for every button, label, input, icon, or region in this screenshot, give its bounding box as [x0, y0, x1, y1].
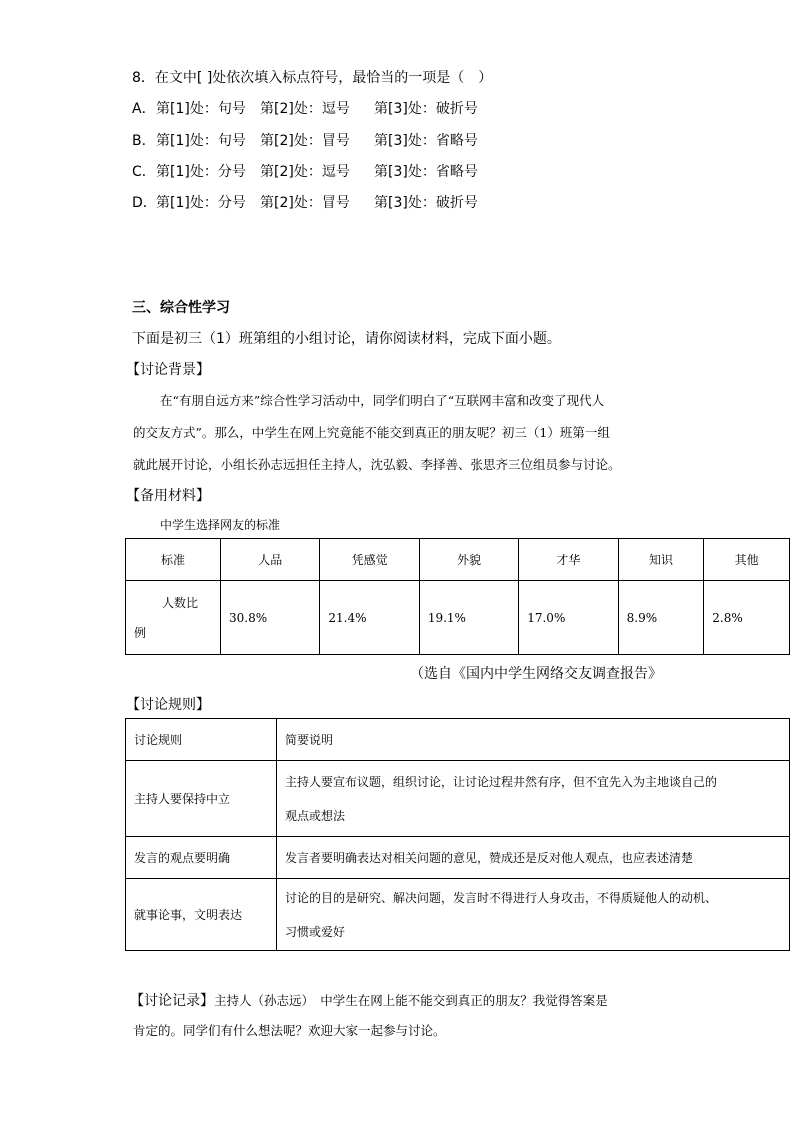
table-header-cell: 才华: [519, 539, 618, 581]
rule-description-line-1: 主持人要宣布议题，组织讨论，让讨论过程井然有序，但不宜先入为主地谈自己的: [285, 774, 718, 789]
row-label-line-2: 例: [134, 625, 147, 640]
option-part-3: 第[3]处：破折号: [374, 195, 478, 211]
rule-description: [277, 879, 790, 951]
option-letter: A．: [132, 101, 156, 117]
option-part-1: 第[1]处：分号: [156, 195, 246, 211]
table-cell: 17.0%: [519, 581, 618, 655]
rule-name: 发言的观点要明确: [126, 837, 277, 879]
record-line-2: 肯定的。同学们有什么想法呢？欢迎大家一起参与讨论。: [133, 1023, 446, 1038]
rule-description-line-2: 习惯或爱好: [285, 924, 346, 939]
row-label-line-1: 人数比: [162, 595, 199, 610]
table-cell: 2.8%: [704, 581, 790, 655]
table-header-cell: 外貌: [419, 539, 518, 581]
table-header-cell: 简要说明: [277, 719, 790, 761]
rule-description-line-2: 观点或想法: [285, 808, 346, 823]
question-stem: 8．在文中[ ]处依次填入标点符号，最恰当的一项是（ ）: [132, 70, 493, 86]
rule-description: [277, 761, 790, 837]
table-row: [126, 581, 790, 655]
rule-name: 主持人要保持中立: [126, 761, 277, 837]
table-row-label: [126, 581, 221, 655]
table-header-cell: 标准: [126, 539, 221, 581]
section-intro: 下面是初三（1）班第组的小组讨论，请你阅读材料，完成下面小题。: [132, 331, 561, 347]
table-cell: 8.9%: [618, 581, 704, 655]
record-label: 【讨论记录】: [130, 993, 214, 1009]
section-title: 三、综合性学习: [132, 300, 230, 316]
record-text: 主持人（孙志远） 中学生在网上能不能交到真正的朋友？我觉得答案是: [214, 993, 608, 1008]
option-a: [132, 98, 478, 118]
table-header-cell: 其他: [704, 539, 790, 581]
table-cell: 21.4%: [320, 581, 419, 655]
option-part-3: 第[3]处：省略号: [374, 164, 478, 180]
table-row: [126, 761, 790, 837]
material-label: 【备用材料】: [126, 488, 210, 504]
table-header-cell: 凭感觉: [320, 539, 419, 581]
option-part-1: 第[1]处：分号: [156, 164, 246, 180]
table-header-row: [126, 719, 790, 761]
table-header-row: [126, 539, 790, 581]
source-citation: （选自《国内中学生网络交友调查报告》: [410, 666, 662, 682]
standards-table: [125, 538, 790, 655]
rule-name: 就事论事，文明表达: [126, 879, 277, 951]
option-b: [132, 130, 478, 150]
option-part-2: 第[2]处：逗号: [260, 101, 350, 117]
option-part-1: 第[1]处：句号: [156, 101, 246, 117]
background-line-2: 的交友方式”。那么，中学生在网上究竟能不能交到真正的朋友呢？初三（1）班第一组: [133, 425, 610, 440]
rules-table: [125, 718, 790, 951]
rule-description: [277, 837, 790, 879]
option-letter: D．: [132, 195, 157, 211]
option-part-3: 第[3]处：省略号: [374, 133, 478, 149]
rules-label: 【讨论规则】: [126, 697, 210, 713]
table-row: [126, 879, 790, 951]
background-label: 【讨论背景】: [126, 362, 210, 378]
table-header-cell: 讨论规则: [126, 719, 277, 761]
background-line-1: 在“有朋自远方来”综合性学习活动中，同学们明白了“互联网丰富和改变了现代人: [160, 393, 605, 408]
background-line-3: 就此展开讨论，小组长孙志远担任主持人，沈弘毅、李择善、张思齐三位组员参与讨论。: [133, 457, 621, 472]
option-part-2: 第[2]处：逗号: [260, 164, 350, 180]
option-part-2: 第[2]处：冒号: [260, 133, 350, 149]
option-letter: B．: [132, 133, 156, 149]
option-d: [132, 192, 478, 212]
option-part-2: 第[2]处：冒号: [260, 195, 350, 211]
rule-description-line-1: 讨论的目的是研究、解决问题，发言时不得进行人身攻击，不得质疑他人的动机、: [285, 890, 718, 905]
table-header-cell: 知识: [618, 539, 704, 581]
table-caption: 中学生选择网友的标准: [160, 518, 281, 532]
table-row: [126, 837, 790, 879]
table-header-cell: 人品: [221, 539, 320, 581]
option-part-1: 第[1]处：句号: [156, 133, 246, 149]
table-cell: 30.8%: [221, 581, 320, 655]
rule-description-line-1: 发言者要明确表达对相关问题的意见，赞成还是反对他人观点，也应表述清楚: [285, 850, 694, 865]
option-part-3: 第[3]处：破折号: [374, 101, 478, 117]
table-cell: 19.1%: [419, 581, 518, 655]
option-c: [132, 161, 478, 181]
record-line-1: [130, 990, 608, 1010]
option-letter: C．: [132, 164, 156, 180]
